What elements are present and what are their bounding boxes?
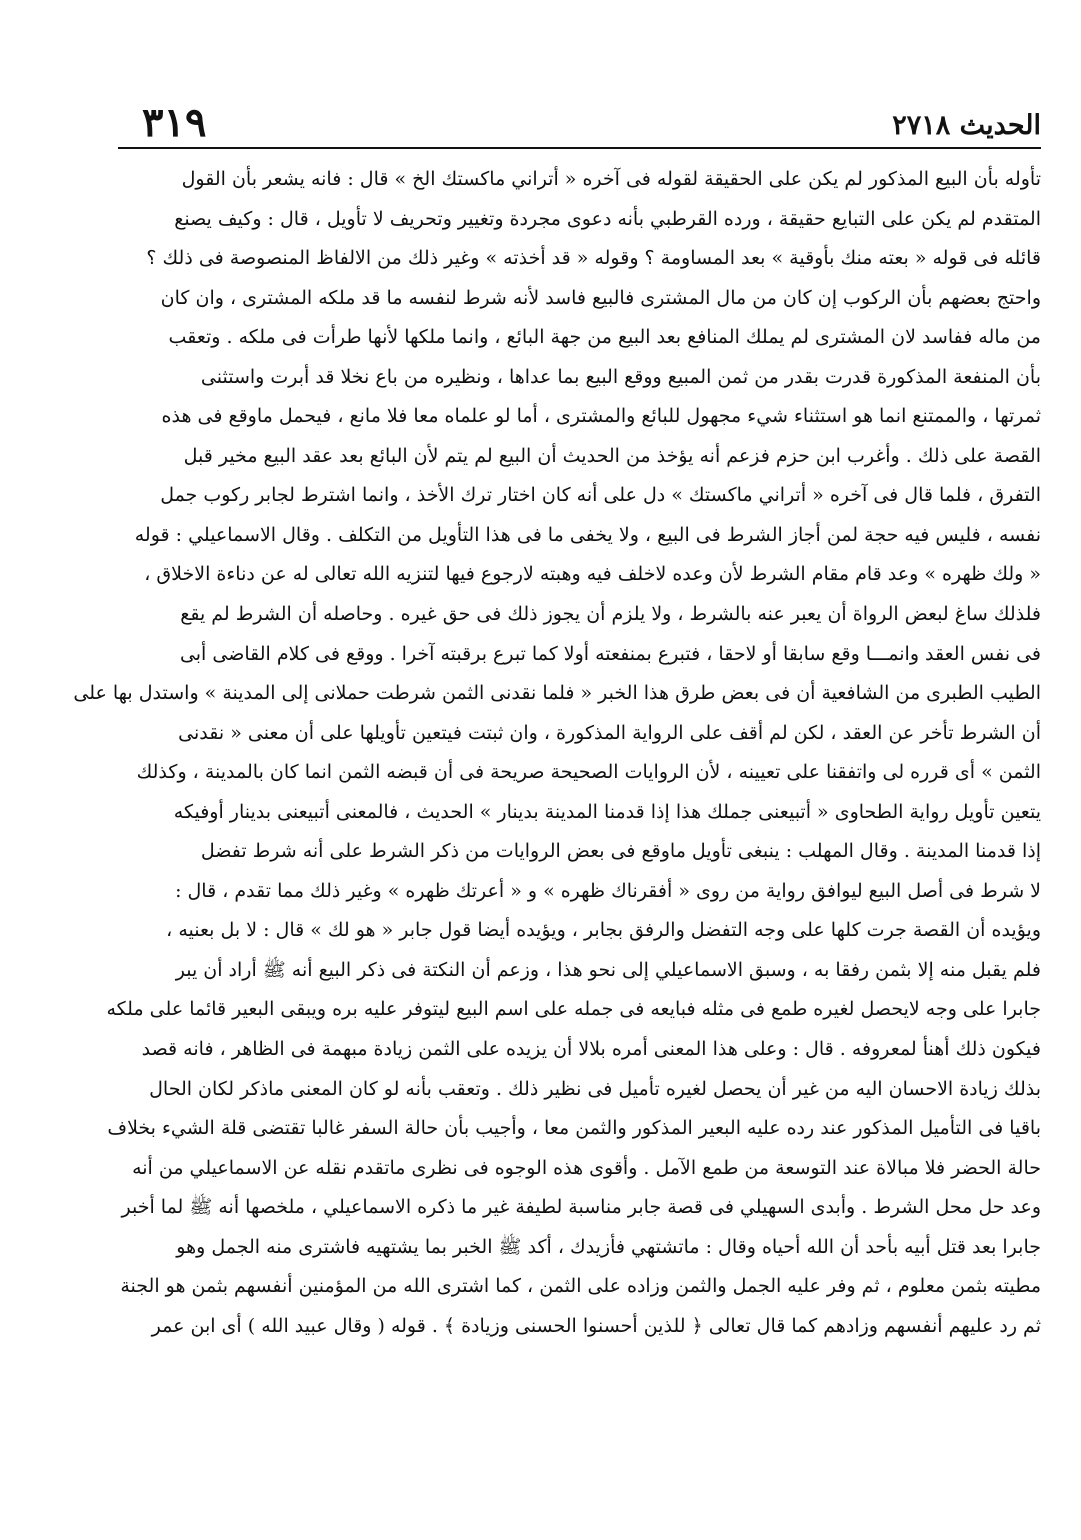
page-number: ٣١٩ bbox=[142, 99, 207, 146]
text-line: فلذلك ساغ لبعض الرواة أن يعبر عنه بالشرط ، ولا يلزم أن يجوز ذلك فى حق غيره . وحاصله أن الشرط لم يقع bbox=[180, 603, 1041, 626]
text-line: المتقدم لم يكن على التبايع حقيقة ، ورده القرطبي بأنه دعوى مجردة وتغيير وتحريف لا تأويل ، قال : وكيف يصنع bbox=[174, 207, 1041, 230]
text-line: فيكون ذلك أهنأ لمعروفه . قال : وعلى هذا المعنى أمره بلالا أن يزيده على الثمن زيادة مبهمة فى الظاهر ، فانه قصد bbox=[141, 1038, 1041, 1061]
text-line: لا شرط فى أصل البيع ليوافق رواية من روى « أفقرناك ظهره » و « أعرتك ظهره » وغير ذلك مما تقدم ، قال : bbox=[175, 879, 1041, 902]
text-line: جابرا بعد قتل أبيه بأحد أن الله أحياه وقال : ماتشتهي فأزيدك ، أكد ﷺ الخبر بما يشتهيه فاشترى منه الجمل وهو bbox=[176, 1235, 1041, 1258]
text-line: حالة الحضر فلا مبالاة عند التوسعة من طمع الآمل . وأقوى هذه الوجوه فى نظرى ماتقدم نقله عن الاسماعيلي من أنه bbox=[132, 1156, 1041, 1179]
text-line: تأوله بأن البيع المذكور لم يكن على الحقيقة لقوله فى آخره « أتراني ماكستك الخ » قال : فانه يشعر بأن القول bbox=[181, 168, 1041, 190]
body-text bbox=[50, 160, 1041, 1346]
text-line: فلم يقبل منه إلا بثمن رفقا به ، وسبق الاسماعيلي إلى نحو هذا ، وزعم أن النكتة فى ذكر البيع أنه ﷺ أراد أن يبر bbox=[175, 958, 1041, 981]
text-line: واحتج بعضهم بأن الركوب إن كان من مال المشترى فالبيع فاسد لأنه شرط لنفسه ما قد ملكه المشترى ، وان كان bbox=[160, 286, 1041, 309]
header-divider bbox=[118, 147, 1041, 149]
text-line: بذلك زيادة الاحسان اليه من غير أن يحصل لغيره تأميل فى نظير ذلك . وتعقب بأنه لو كان المعنى ماذكر لكان الحال bbox=[149, 1077, 1041, 1100]
text-line: « ولك ظهره » وعد قام مقام الشرط لأن وعده لاخلف فيه وهبته لارجوع فيها لتنزيه الله تعالى له عن دناءة الاخلاق ، bbox=[144, 563, 1041, 586]
text-line: ثمرتها ، والممتنع انما هو استثناء شيء مجهول للبائع والمشترى ، أما لو علماه معا فلا مانع ، فيحمل ماوقع فى هذه bbox=[161, 405, 1041, 428]
text-line: من ماله ففاسد لان المشترى لم يملك المنافع بعد البيع من جهة البائع ، وانما ملكها لأنها طرأت فى ملكه . وتعقب bbox=[168, 326, 1041, 349]
text-line: أن الشرط تأخر عن العقد ، لكن لم أقف على الرواية المذكورة ، وان ثبتت فيتعين تأويلها على أن معنى « نقدنى bbox=[178, 721, 1041, 744]
text-line: نفسه ، فليس فيه حجة لمن أجاز الشرط فى البيع ، ولا يخفى ما فى هذا التأويل من التكلف . وقال الاسماعيلي : قوله bbox=[134, 523, 1041, 546]
text-line: ويؤيده أن القصة جرت كلها على وجه التفضل والرفق بجابر ، ويؤيده أيضا قول جابر « هو لك » قال : لا بل بعنيه ، bbox=[166, 919, 1041, 942]
text-line: فى نفس العقد وانمـــا وقع سابقا أو لاحقا ، فتبرع بمنفعته أولا كما تبرع برقبته آخرا . ووقع فى كلام القاضى أبى bbox=[179, 642, 1041, 665]
text-line: ثم رد عليهم أنفسهم وزادهم كما قال تعالى ﴿ للذين أحسنوا الحسنى وزيادة ﴾ . قوله ( وقال عبيد الله ) أى ابن عمر bbox=[151, 1314, 1041, 1337]
text-line: إذا قدمنا المدينة . وقال المهلب : ينبغى تأويل ماوقع فى بعض الروايات من ذكر الشرط على أنه شرط تفضل bbox=[200, 840, 1041, 863]
text-line: جابرا على وجه لايحصل لغيره طمع فى مثله فبايعه فى جمله على اسم البيع ليتوفر عليه بره ويبقى البعير قائما على ملكه bbox=[106, 998, 1041, 1021]
text-line: يتعين تأويل رواية الطحاوى « أتبيعنى جملك هذا إذا قدمنا المدينة بدينار » الحديث ، فالمعنى أتبيعنى بدينار أوفيكه bbox=[173, 800, 1041, 823]
text-line: الثمن » أى قرره لى واتفقنا على تعيينه ، لأن الروايات الصحيحة صريحة فى أن قبضه الثمن انما كان بالمدينة ، وكذلك bbox=[136, 761, 1041, 784]
page-header bbox=[118, 100, 1041, 146]
text-line: القصة على ذلك . وأغرب ابن حزم فزعم أنه يؤخذ من الحديث أن البيع لم يتم لأن البائع بعد عقد البيع مخير قبل bbox=[183, 444, 1041, 467]
text-line: وعد حل محل الشرط . وأبدى السهيلي فى قصة جابر مناسبة لطيفة غير ما ذكره الاسماعيلي ، ملخصها أنه ﷺ لما أخبر bbox=[121, 1196, 1041, 1219]
text-line: الطيب الطبرى من الشافعية أن فى بعض طرق هذا الخبر « فلما نقدنى الثمن شرطت حملانى إلى المدينة » واستدل بها على bbox=[73, 682, 1041, 705]
text-line: قائله فى قوله « بعته منك بأوقية » بعد المساومة ؟ وقوله « قد أخذته » وغير ذلك من الالفاظ المنصوصة فى ذلك ؟ bbox=[146, 247, 1041, 270]
text-line: مطيته بثمن معلوم ، ثم وفر عليه الجمل والثمن وزاده على الثمن ، كما اشترى الله من المؤمنين أنفسهم بثمن هو الجنة bbox=[120, 1275, 1041, 1298]
text-line: باقيا فى التأميل المذكور عند رده عليه البعير المذكور والثمن معا ، وأجيب بأن حالة السفر غالبا تقتضى قلة الشيء بخلاف bbox=[107, 1117, 1041, 1140]
text-line: بأن المنفعة المذكورة قدرت بقدر من ثمن المبيع ووقع البيع بما عداها ، ونظيره من باع نخلا قد أبرت واستثنى bbox=[200, 365, 1041, 388]
running-head: الحديث ٢٧١٨ bbox=[892, 110, 1041, 141]
text-line: التفرق ، فلما قال فى آخره « أتراني ماكستك » دل على أنه كان اختار ترك الأخذ ، وانما اشترط لجابر ركوب جمل bbox=[160, 484, 1041, 507]
